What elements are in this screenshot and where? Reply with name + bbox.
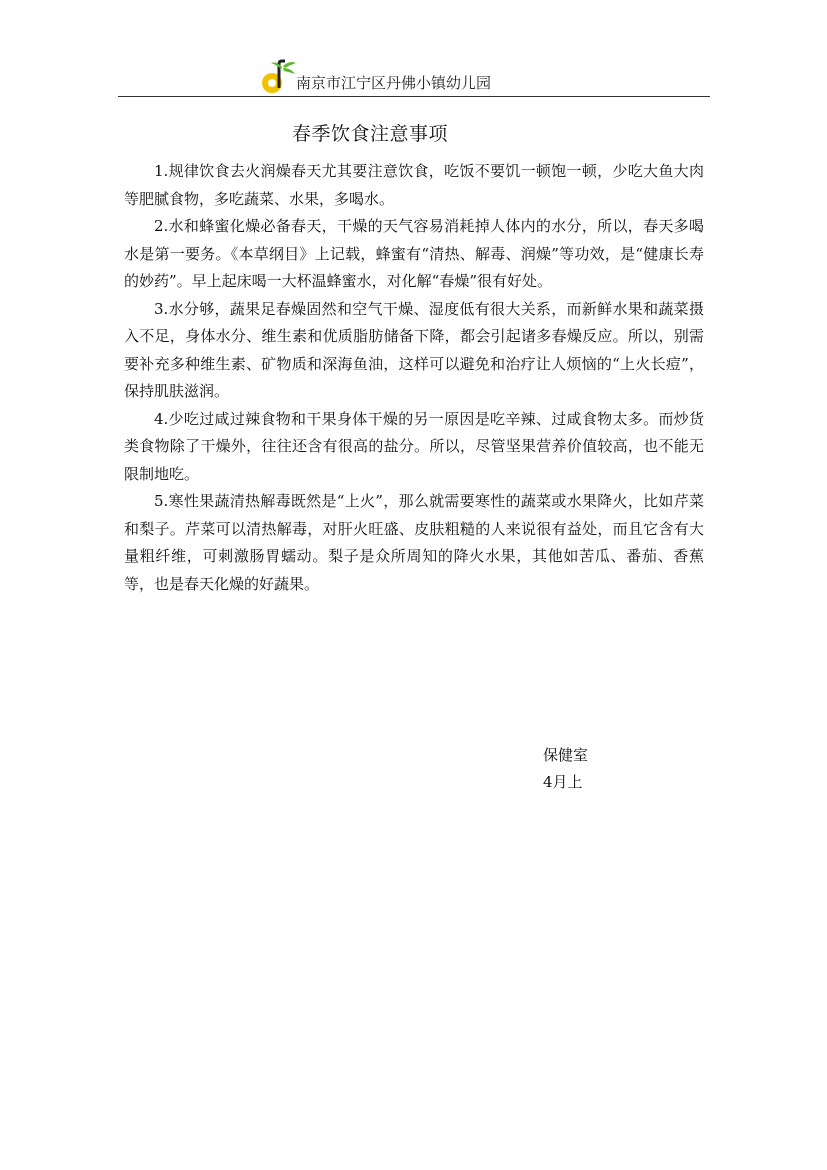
paragraph-1: 1.规律饮食去火润燥春天尤其要注意饮食，吃饭不要饥一顿饱一顿，少吃大鱼大肉等肥腻食物，多吃蔬菜、水果，多喝水。 <box>124 162 704 208</box>
paragraph-2: 2.水和蜂蜜化燥必备春天，干燥的天气容易消耗掉人体内的水分，所以，春天多喝水是第一要务。《本草纲目》上记载，蜂蜜有“清热、解毒、润燥”等功效，是“健康长寿的妙药”。早上起床喝一大杯温蜂蜜水，对化解“春燥”很有好处。 <box>124 217 704 290</box>
signature-department: 保健室 <box>543 746 589 764</box>
school-name: 南京市江宁区丹佛小镇幼儿园 <box>296 74 492 92</box>
article-body <box>124 158 704 598</box>
paragraph-4: 4.少吃过咸过辣食物和干果身体干燥的另一原因是吃辛辣、过咸食物太多。而炒货类食物除了干燥外，往往还含有很高的盐分。所以，尽管坚果营养价值较高，也不能无限制地吃。 <box>124 409 704 483</box>
page-header <box>118 56 710 97</box>
paragraph-5: 5.寒性果蔬清热解毒既然是“上火”，那么就需要寒性的蔬菜或水果降火，比如芹菜和梨子。芹菜可以清热解毒，对肝火旺盛、皮肤粗糙的人来说很有益处，而且它含有大量粗纤维，可刺激肠胃蠕动。梨子是众所周知的降火水果，其他如苦瓜、番茄、香蕉等，也是春天化燥的好蔬果。 <box>124 492 704 593</box>
school-logo-icon <box>257 58 297 94</box>
signature-block <box>543 742 588 796</box>
signature-date: 4月上 <box>543 773 583 791</box>
paragraph-3: 3.水分够，蔬果足春燥固然和空气干燥、湿度低有很大关系，而新鲜水果和蔬菜摄入不足，身体水分、维生素和优质脂肪储备下降，都会引起诸多春燥反应。所以，别需要补充多种维生素、矿物质和深海鱼油，这样可以避免和治疗让人烦恼的“上火长痘”，保持肌肤滋润。 <box>124 299 704 400</box>
page-title: 春季饮食注意事项 <box>291 123 448 145</box>
